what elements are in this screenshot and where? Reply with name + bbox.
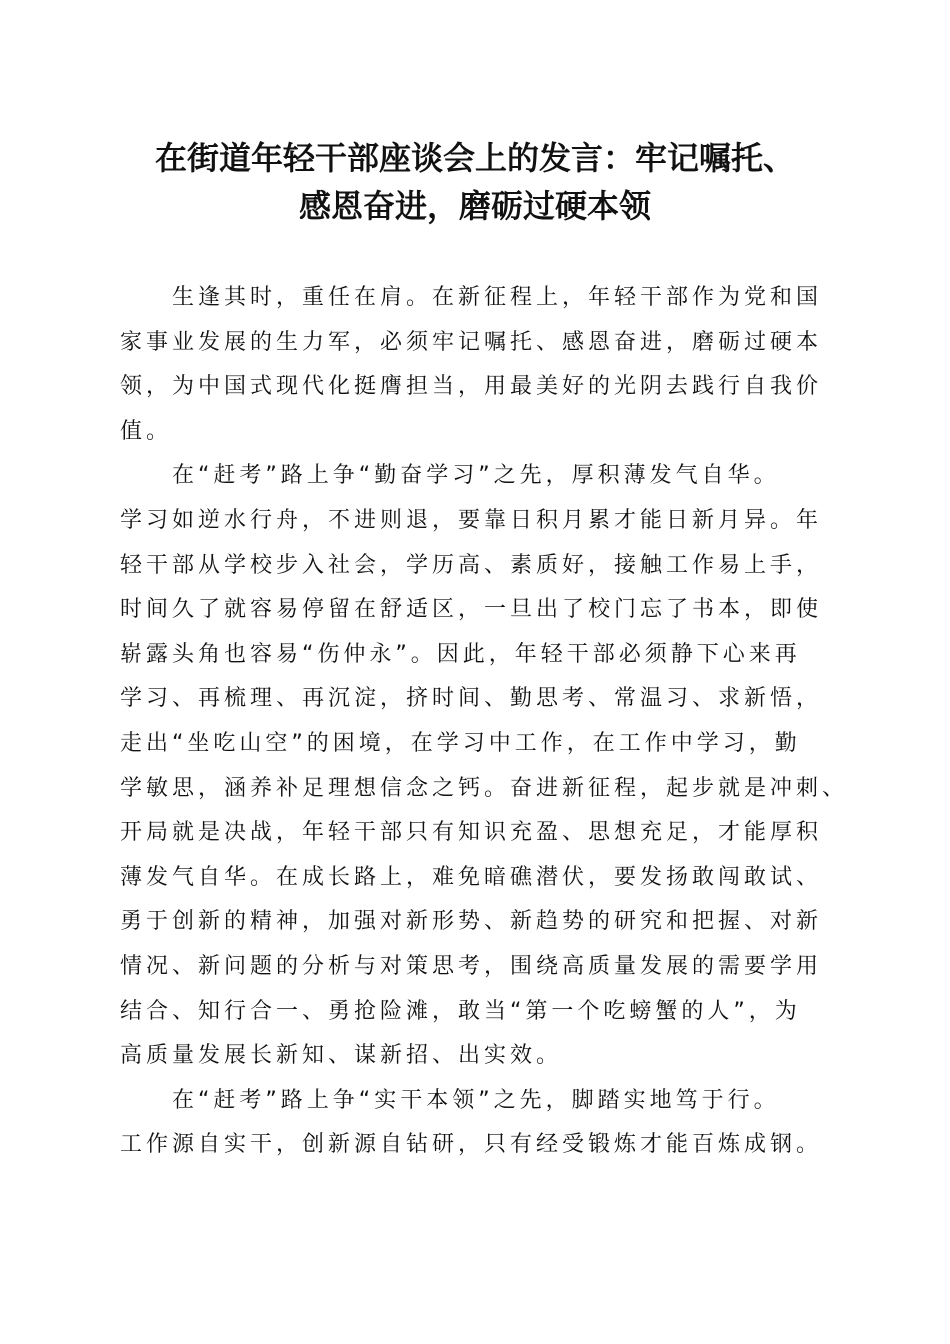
- text-line: 学敏思，涵养补足理想信念之钙。奋进新征程，起步就是冲刺、: [120, 775, 849, 801]
- text-line: 时间久了就容易停留在舒适区，一旦出了校门忘了书本，即使: [120, 597, 823, 623]
- text-line: 高质量发展长新知、谋新招、出实效。: [120, 1043, 563, 1069]
- text-line: 学习、再梳理、再沉淀，挤时间、勤思考、常温习、求新悟，: [120, 686, 823, 712]
- text-line: 值。: [120, 418, 173, 444]
- text-line: 情况、新问题的分析与对策思考，围绕高质量发展的需要学用: [120, 953, 823, 979]
- text-line: 结合、知行合一、勇抢险滩，敢当“第一个吃螃蟹的人”，为: [120, 998, 801, 1024]
- text-line: 勇于创新的精神，加强对新形势、新趋势的研究和把握、对新: [120, 909, 823, 935]
- paragraph: [120, 1079, 840, 1168]
- text-line: 崭露头角也容易“伤仲永”。因此，年轻干部必须静下心来再: [120, 641, 801, 667]
- paragraph: [120, 276, 840, 454]
- paragraph: [120, 454, 849, 1078]
- title-line: 在街道年轻干部座谈会上的发言：牢记嘱托、: [154, 139, 795, 177]
- document-title: [0, 134, 950, 230]
- text-line: 领，为中国式现代化挺膺担当，用最美好的光阴去践行自我价: [120, 374, 823, 400]
- text-line: 开局就是决战，年轻干部只有知识充盈、思想充足，才能厚积: [120, 820, 823, 846]
- text-line: 生逢其时，重任在肩。在新征程上，年轻干部作为党和国: [172, 285, 823, 310]
- text-line: 走出“坐吃山空”的困境，在学习中工作，在工作中学习，勤: [120, 730, 801, 756]
- text-line: 工作源自实干，创新源自钻研，只有经受锻炼才能百炼成钢。: [120, 1132, 823, 1158]
- text-line: 在“赶考”路上争“勤奋学习”之先，厚积薄发气自华。: [172, 463, 780, 489]
- text-line: 学习如逆水行舟，不进则退，要靠日积月累才能日新月异。年: [120, 507, 823, 533]
- text-line: 轻干部从学校步入社会，学历高、素质好，接触工作易上手，: [120, 552, 823, 578]
- document-body: [120, 276, 849, 1168]
- text-line: 薄发气自华。在成长路上，难免暗礁潜伏，要发扬敢闯敢试、: [120, 864, 823, 890]
- text-line: 在“赶考”路上争“实干本领”之先，脚踏实地笃于行。: [172, 1087, 780, 1113]
- text-line: 家事业发展的生力军，必须牢记嘱托、感恩奋进，磨砺过硬本: [120, 329, 823, 355]
- title-line: 感恩奋进，磨砺过硬本领: [298, 187, 651, 225]
